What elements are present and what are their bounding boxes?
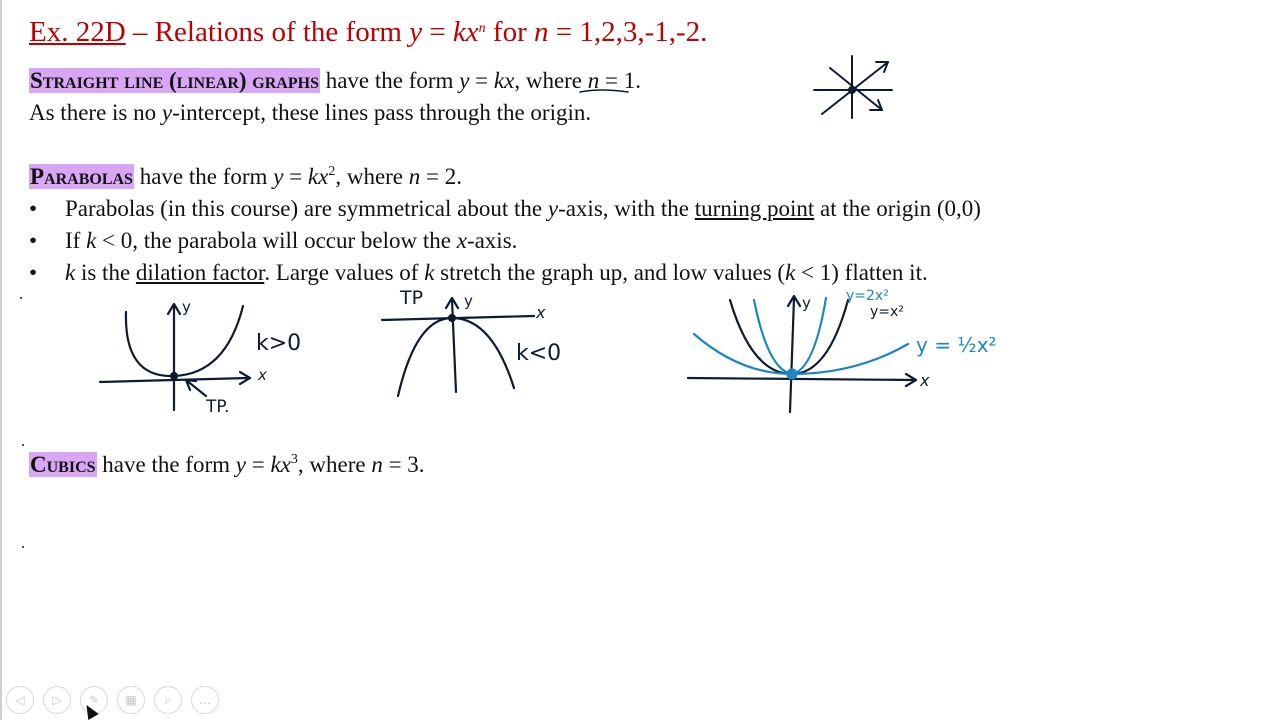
sketch-k-positive (100, 304, 250, 410)
s3-vertex (788, 370, 797, 379)
s1-tp-arrow (186, 380, 206, 396)
cubics-text3: = 3. (382, 452, 425, 477)
s1-y-label: y (182, 298, 191, 316)
parabola-eq: = (283, 164, 308, 189)
linear-origin-dot (849, 87, 855, 93)
s2-x-label: x (536, 303, 546, 322)
s2-y-label: y (464, 292, 473, 310)
title-ex: Ex. 22D (29, 16, 126, 48)
s3-parabola-x2 (730, 300, 848, 374)
cubics-label: Cubics (30, 452, 96, 477)
title-var-kx: kx (452, 16, 479, 48)
b2-x: x (456, 228, 467, 253)
b3-k: k (65, 260, 76, 285)
speck (20, 297, 22, 299)
kx-underline-ink (580, 90, 628, 92)
linear-text2: , where (514, 68, 588, 93)
s3-x-label: x (920, 371, 930, 390)
linear-eq: = (469, 68, 494, 93)
parabola-var-y: y (273, 164, 284, 189)
linear-line2-post: -intercept, these lines pass through the origin. (172, 100, 592, 125)
title-values: = 1,2,3,-1,-2. (548, 16, 708, 48)
s2-tp-label: TP (400, 287, 424, 309)
more-icon[interactable]: … (191, 686, 219, 714)
b1-y: y (547, 196, 559, 221)
s1-k-label: k>0 (256, 331, 302, 356)
title-eq: = (422, 16, 453, 48)
s3-curve-half-label: y = ½x² (916, 333, 997, 357)
s1-x-label: x (258, 366, 267, 384)
b3-pre: is the (75, 260, 136, 285)
slides-icon[interactable]: ▦ (117, 686, 145, 714)
b2-post: -axis. (466, 228, 518, 253)
zoom-icon[interactable]: ⌕ (154, 686, 182, 714)
b2-k: k (86, 228, 97, 253)
parabola-text3: = 2. (420, 164, 462, 189)
title-var-n: n (534, 16, 549, 48)
b1-turning-point: turning point (694, 196, 815, 221)
next-icon[interactable]: ▷ (43, 686, 71, 714)
parabola-text1: have the form (133, 164, 274, 189)
s2-vertex (449, 315, 455, 321)
slideshow-toolbar (6, 686, 219, 714)
linear-var-n: n (587, 68, 600, 93)
s3-y-axis (790, 298, 794, 412)
b3-mid2: stretch the graph up, and low values ( (434, 260, 786, 285)
s2-y-axis (452, 300, 456, 392)
title-text: – Relations of the form (125, 16, 410, 48)
bullet-dot: • (29, 260, 38, 285)
s3-y-label: y (802, 294, 811, 312)
cubics-var-kx: kx (270, 452, 291, 477)
linear-var-kx: kx (493, 68, 515, 93)
cubics-text2: , where (297, 452, 372, 477)
parabola-var-kx: kx (307, 164, 329, 189)
bullet-dot: • (29, 196, 38, 221)
linear-sketch (814, 56, 892, 118)
s1-vertex (171, 373, 177, 379)
s1-parabola (126, 306, 243, 376)
linear-text1: have the form (319, 68, 460, 93)
b3-mid: . Large values of (264, 260, 425, 285)
title-for: for (485, 16, 534, 48)
linear-line2-pre: As there is no (29, 100, 162, 125)
b2-mid: < 0, the parabola will occur below the (96, 228, 457, 253)
pen-icon[interactable]: ✎ (80, 686, 108, 714)
cubics-var-y: y (235, 452, 246, 477)
b3-k3: k (785, 260, 796, 285)
b2-pre: If (65, 228, 87, 253)
s1-tp-label: TP. (206, 397, 230, 417)
b1-mid: -axis, with the (558, 196, 695, 221)
title-exp-n: n (478, 21, 486, 36)
linear-text3: = 1. (599, 68, 641, 93)
cubics-var-n: n (371, 452, 383, 477)
bullet-dot: • (29, 228, 38, 253)
s3-x-axis (688, 378, 914, 380)
s3-curve-2x2-label: y=2x² (846, 288, 889, 304)
linear-label: Straight line (linear) graphs (30, 68, 319, 93)
b3-k2: k (424, 260, 435, 285)
b1-pre: Parabolas (in this course) are symmetrical about the (65, 196, 548, 221)
s2-k-label: k<0 (516, 341, 562, 366)
linear-var-y: y (459, 68, 470, 93)
cubics-eq: = (245, 452, 271, 477)
linear-line2-y: y (161, 100, 173, 125)
parabola-var-n: n (408, 164, 421, 189)
b3-dilation-factor: dilation factor (135, 260, 265, 285)
b1-post: at the origin (0,0) (814, 196, 981, 221)
sketch-k-negative (382, 298, 534, 396)
parabola-exp: 2 (328, 164, 336, 179)
speck (22, 546, 24, 548)
title-var-y: y (409, 16, 423, 48)
s3-curve-x2-label: y=x² (870, 304, 904, 320)
parabolas-label: Parabolas (30, 164, 133, 189)
speck (22, 444, 24, 446)
cubics-exp: 3 (290, 452, 298, 467)
parabola-text2: , where (335, 164, 409, 189)
cubics-text1: have the form (96, 452, 236, 477)
b3-post: < 1) flatten it. (795, 260, 928, 285)
prev-icon[interactable]: ◁ (6, 686, 34, 714)
